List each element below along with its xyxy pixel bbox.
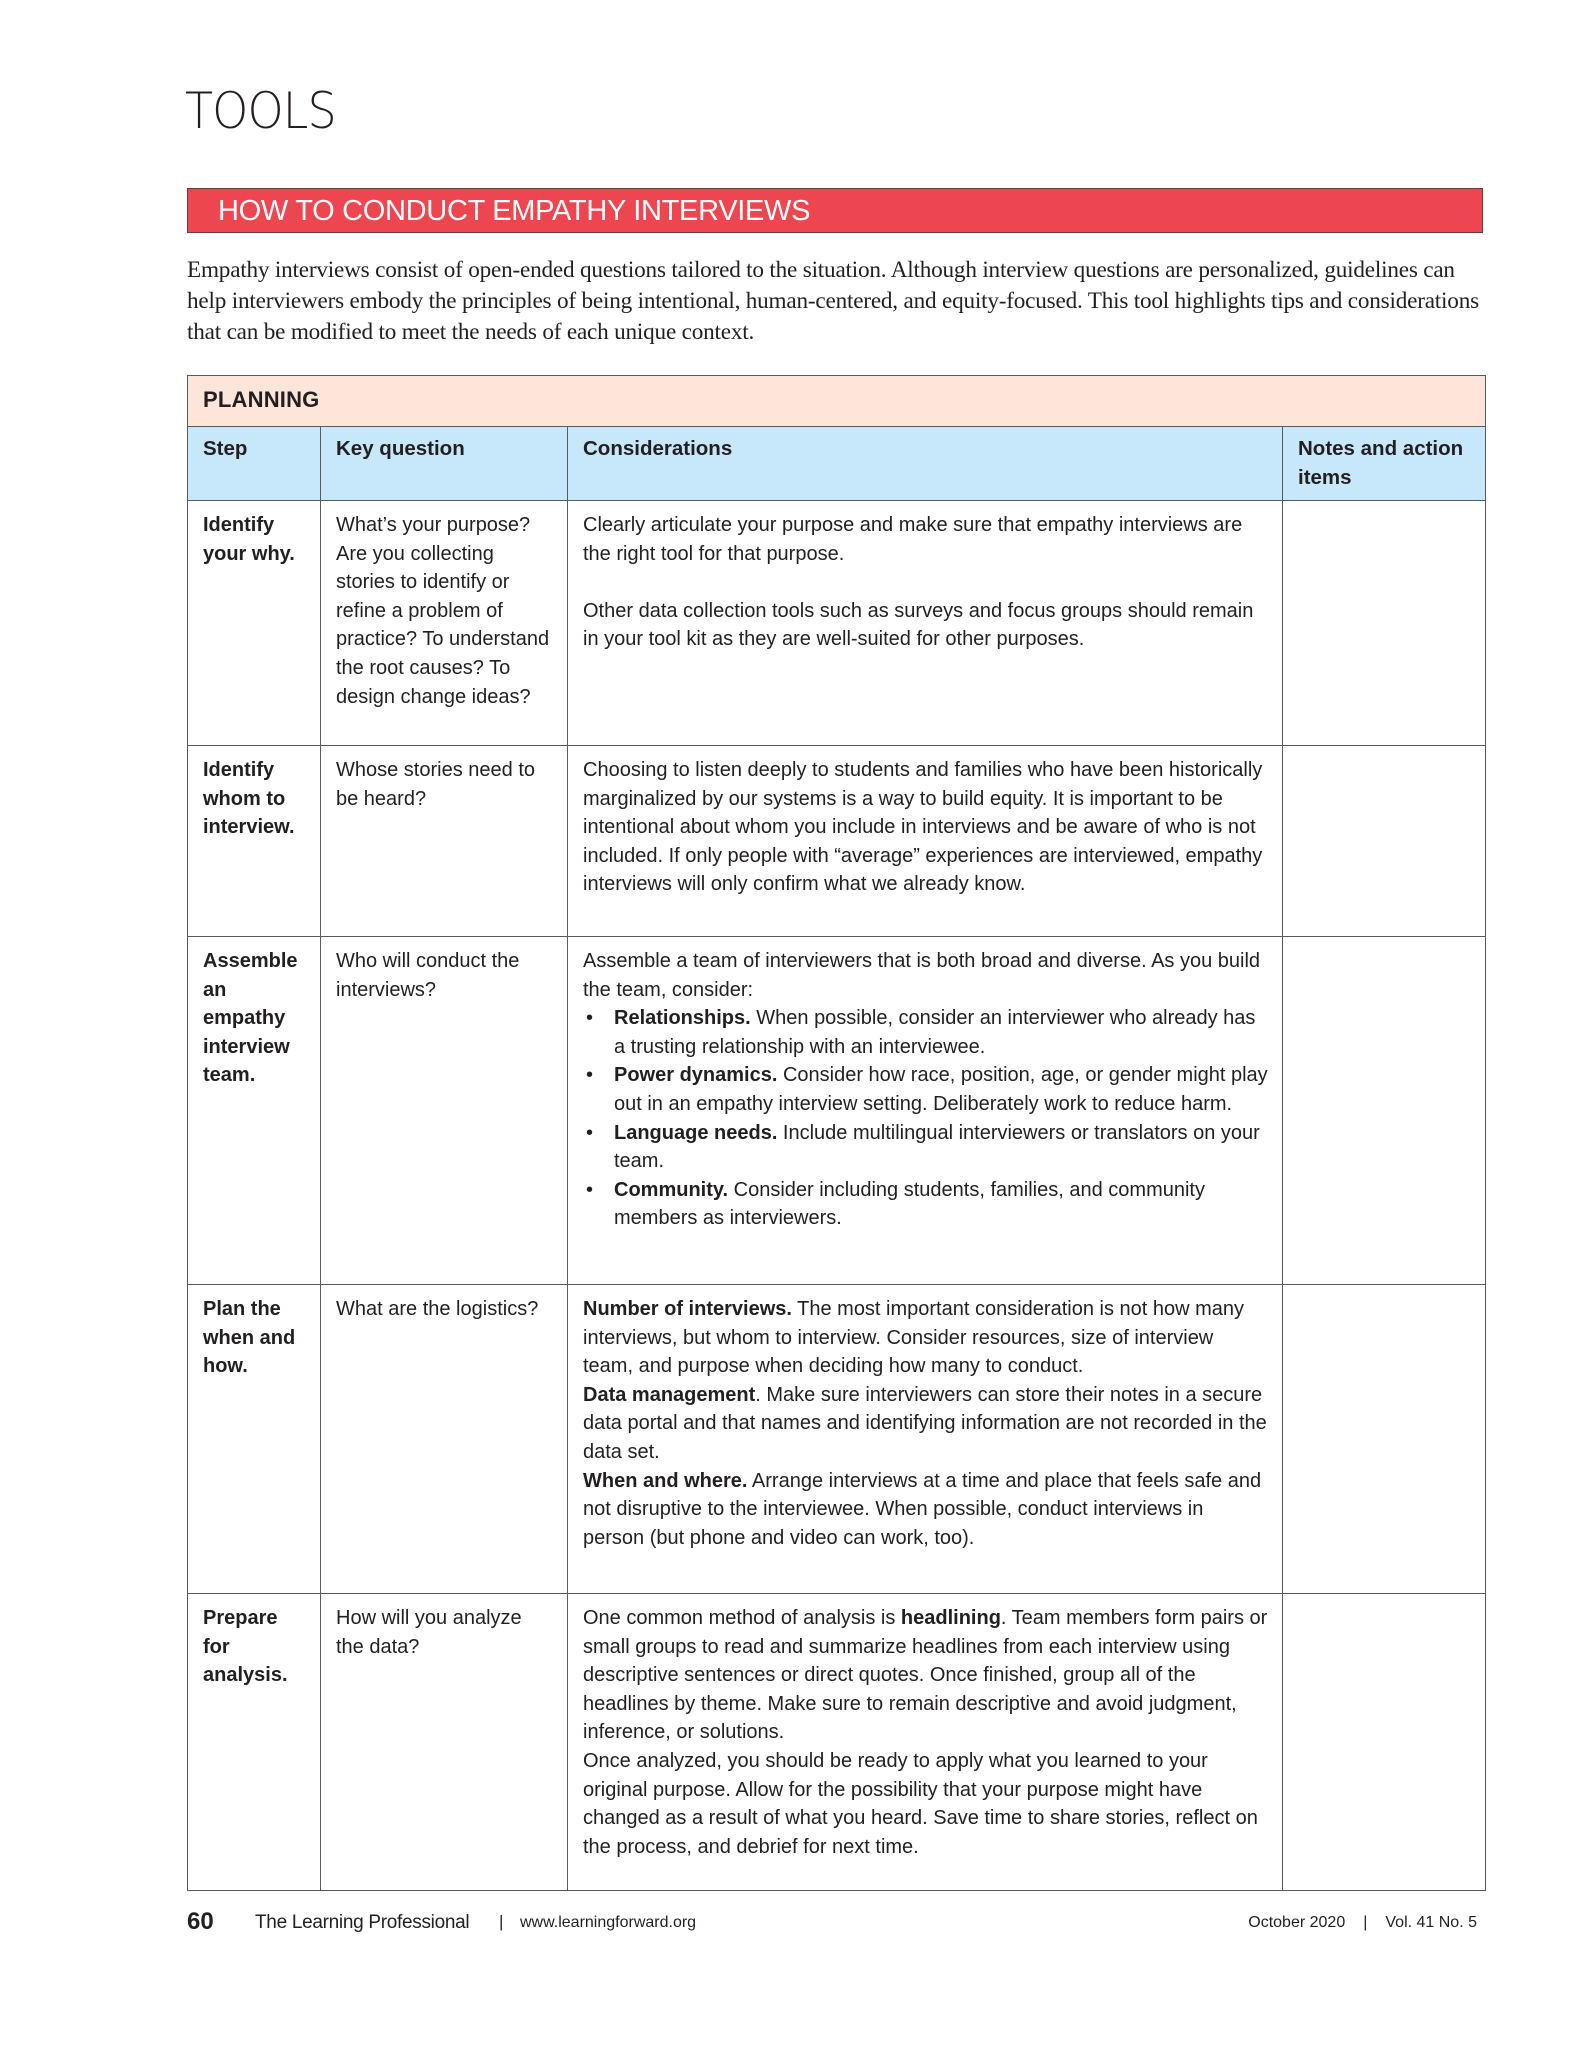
table-row — [188, 501, 1486, 746]
consideration-label: When and where. — [583, 1469, 748, 1492]
header-key-question: Key question — [321, 427, 568, 501]
issue-date: October 2020 — [1248, 1914, 1346, 1931]
question-cell: What are the logistics? — [321, 1285, 568, 1594]
considerations-list — [583, 1004, 1268, 1233]
consideration-label: Number of interviews. — [583, 1298, 792, 1320]
list-item-text: Include multilingual interviewers or translators on your team. — [614, 1121, 1260, 1173]
list-item — [586, 1119, 1268, 1176]
issue-volume: Vol. 41 No. 5 — [1385, 1914, 1477, 1931]
footer-separator: | — [1363, 1914, 1368, 1931]
section-label: TOOLS — [185, 82, 336, 140]
header-step: Step — [188, 427, 321, 501]
consideration-text-rest: . Team members form pairs or small groups to read and summarize headlines from each interview using descriptive sentences or direct quotes. Once finished, group all of the headlines by theme. Make sure to remain descriptive and avoid judgment, inference, or solutions. — [583, 1607, 1268, 1744]
planning-section-title: PLANNING — [188, 376, 1486, 427]
page-footer — [187, 1910, 1477, 1940]
table-row — [188, 1594, 1486, 1891]
considerations-cell — [568, 937, 1283, 1285]
notes-cell[interactable] — [1283, 937, 1486, 1285]
consideration-text: Once analyzed, you should be ready to apply what you learned to your original purpose. Allow for the possibility that your purpose might have changed as a result of what you heard. Save time to share stories, reflect on the process, and debrief for next time. — [583, 1749, 1258, 1858]
question-cell: Whose stories need to be heard? — [321, 746, 568, 937]
footer-separator: | — [499, 1912, 504, 1931]
question-cell: What’s your purpose? Are you collecting stories to identify or refine a problem of practice? To understand the root causes? To design change ideas? — [321, 501, 568, 746]
list-item-text: When possible, consider an interviewer who already has a trusting relationship with an interviewee. — [614, 1007, 1256, 1058]
bullet-icon: • — [586, 1121, 594, 1144]
table-row — [188, 1285, 1486, 1594]
step-cell: Plan the when and how. — [188, 1285, 321, 1594]
consideration-text: Choosing to listen deeply to students and families who have been historically marginalized by our systems is a way to build equity. It is important to be intentional about whom you include in interviews and be aware of who is not included. If only people with “average” experiences are interviewed, empathy interviews will only confirm what we already know. — [583, 759, 1263, 896]
step-cell: Prepare for analysis. — [188, 1594, 321, 1891]
considerations-cell — [568, 1285, 1283, 1594]
consideration-text: Clearly articulate your purpose and make sure that empathy interviews are the right tool for that purpose. — [583, 514, 1243, 565]
intro-paragraph: Empathy interviews consist of open-ended questions tailored to the situation. Although interview questions are personalized, guidelines can help interviewers embody the principles of being intentional, human-centered, and equity-focused. This tool highlights tips and considerations that can be modified to meet the needs of each unique context. — [187, 257, 1479, 345]
consideration-label: Data management — [583, 1383, 756, 1406]
page-number: 60 — [187, 1908, 214, 1935]
considerations-cell — [568, 1594, 1283, 1891]
consideration-item — [583, 1467, 1268, 1553]
step-cell: Identify whom to interview. — [188, 746, 321, 937]
list-item-label: Language needs. — [614, 1121, 778, 1144]
bullet-icon: • — [586, 1178, 594, 1201]
header-notes: Notes and action items — [1283, 427, 1486, 501]
list-item — [586, 1004, 1268, 1061]
planning-section-row — [188, 376, 1486, 427]
notes-cell[interactable] — [1283, 1285, 1486, 1594]
consideration-text: Other data collection tools such as surveys and focus groups should remain in your tool kit as they are well-suited for other purposes. — [583, 599, 1254, 651]
website-link[interactable]: www.learningforward.org — [520, 1914, 697, 1931]
question-cell: Who will conduct the interviews? — [321, 937, 568, 1285]
publication-name: The Learning Professional — [255, 1912, 470, 1933]
step-cell: Identify your why. — [188, 501, 321, 746]
consideration-text-start: One common method of analysis is — [583, 1607, 901, 1629]
list-item-label: Power dynamics. — [614, 1064, 778, 1087]
consideration-text: Assemble a team of interviewers that is both broad and diverse. As you build the team, consider: — [583, 950, 1261, 1001]
consideration-text: Arrange interviews at a time and place that feels safe and not disruptive to the interviewee. When possible, conduct interviews in person (but phone and video can work, too). — [583, 1469, 1262, 1549]
list-item-label: Relationships. — [614, 1007, 751, 1030]
bullet-icon: • — [586, 1064, 594, 1087]
page-title: HOW TO CONDUCT EMPATHY INTERVIEWS — [218, 195, 811, 227]
header-considerations: Considerations — [568, 427, 1283, 501]
table-row — [188, 937, 1486, 1285]
considerations-cell — [568, 746, 1283, 937]
table-header-row — [188, 427, 1486, 501]
title-bar — [187, 188, 1483, 233]
consideration-text: . Make sure interviewers can store their notes in a secure data portal and that names and identifying information are not recorded in the data set. — [583, 1383, 1267, 1463]
notes-cell[interactable] — [1283, 746, 1486, 937]
notes-cell[interactable] — [1283, 1594, 1486, 1891]
consideration-text: The most important consideration is not how many interviews, but whom to interview. Consider resources, size of interview team, and purpose when deciding how many to conduct. — [583, 1298, 1245, 1378]
bullet-icon: • — [586, 1007, 594, 1030]
consideration-item — [583, 1381, 1268, 1467]
considerations-cell — [568, 501, 1283, 746]
list-item — [586, 1061, 1268, 1118]
consideration-term: headlining — [900, 1607, 1001, 1629]
list-item-label: Community. — [614, 1178, 729, 1201]
list-item-text: Consider how race, position, age, or gender might play out in an empathy interview setting. Deliberately work to reduce harm. — [614, 1064, 1268, 1115]
list-item — [586, 1176, 1268, 1233]
issue-info — [1248, 1914, 1477, 1932]
planning-table — [187, 375, 1486, 1891]
consideration-text — [583, 1604, 1268, 1747]
consideration-item — [583, 1295, 1268, 1381]
list-item-text: Consider including students, families, and community members as interviewers. — [614, 1178, 1205, 1230]
step-cell: Assemble an empathy interview team. — [188, 937, 321, 1285]
notes-cell[interactable] — [1283, 501, 1486, 746]
question-cell: How will you analyze the data? — [321, 1594, 568, 1891]
table-row — [188, 746, 1486, 937]
